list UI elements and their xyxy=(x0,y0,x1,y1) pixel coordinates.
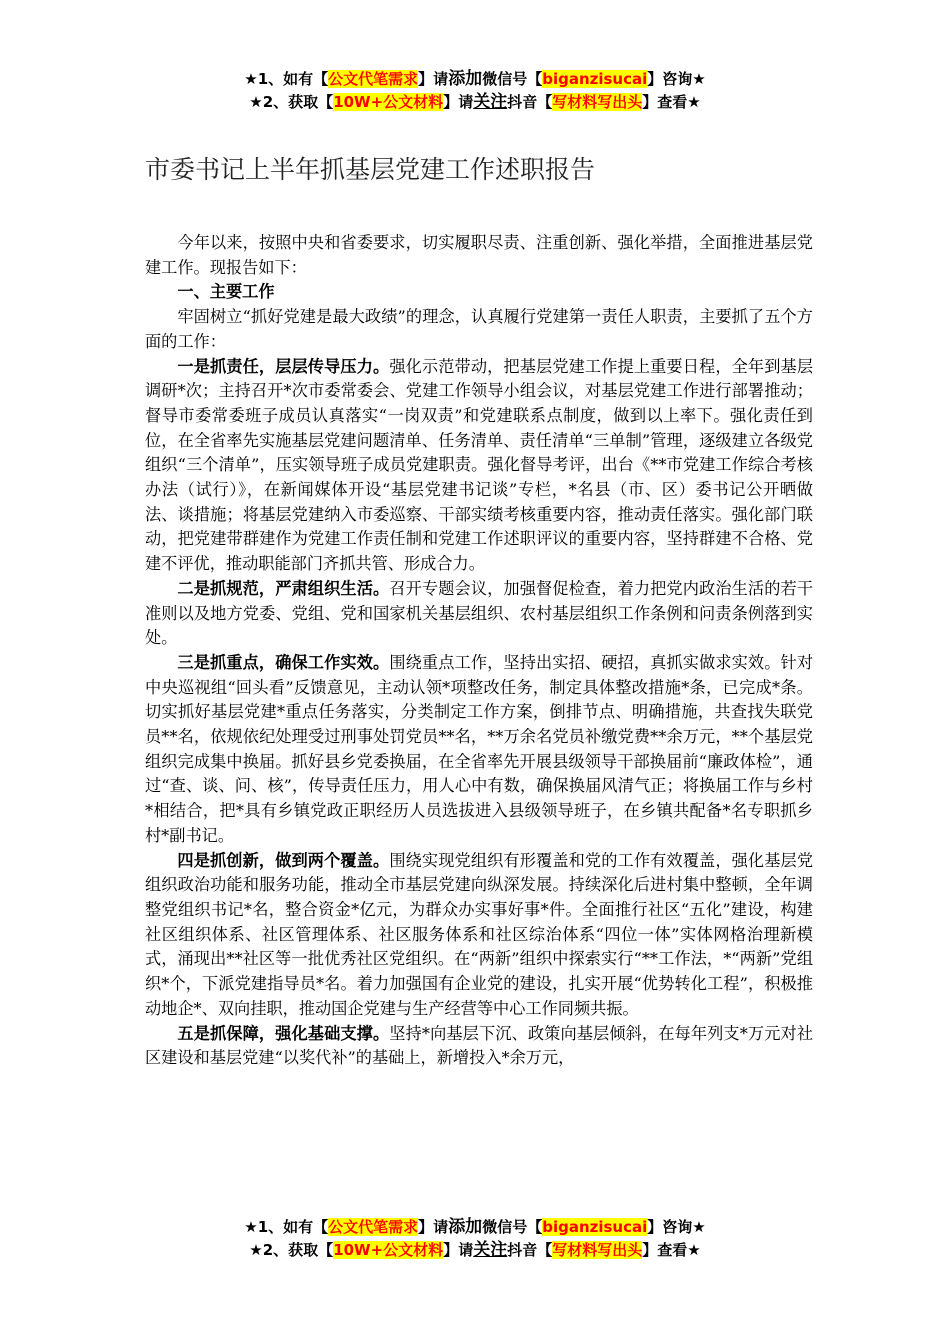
promo-emphasis: 添加 xyxy=(448,69,483,89)
promo-text: 微信号【 xyxy=(482,1218,543,1236)
promo-wechat-id: biganzisucai xyxy=(542,70,648,88)
promo-text: 】查看★ xyxy=(642,93,701,111)
promo-text: 】请 xyxy=(443,93,474,111)
work-item-lead: 一是抓责任，层层传导压力。 xyxy=(177,356,390,376)
promo-line-2 xyxy=(0,91,950,114)
promo-text: ★1、如有【 xyxy=(244,1218,329,1236)
promo-text: 】咨询★ xyxy=(647,70,706,88)
promo-wechat-id: biganzisucai xyxy=(542,1218,648,1236)
promo-text: 抖音【 xyxy=(507,93,553,111)
promo-line-1 xyxy=(0,1216,950,1239)
work-item-paragraph xyxy=(145,849,813,1022)
promo-line-1 xyxy=(0,68,950,91)
work-item-lead: 五是抓保障，强化基础支撑。 xyxy=(177,1023,390,1043)
intro-paragraph: 今年以来，按照中央和省委要求，切实履职尽责、注重创新、强化举措，全面推进基层党建工作。现报告如下： xyxy=(145,233,813,277)
promo-text: 】咨询★ xyxy=(647,1218,706,1236)
promo-emphasis: 添加 xyxy=(448,1217,483,1237)
work-item-body: 召开专题会议，加强督促检查，着力把党内政治生活的若干准则以及地方党委、党组、党和国家机关基层组织、农村基层组织工作条例和问责条例落到实处。 xyxy=(145,578,814,648)
work-item-body: 强化示范带动，把基层党建工作提上重要日程，全年到基层调研*次；主持召开*次市委常委会、党建工作领导小组会议，对基层党建工作进行部署推动；督导市委常委班子成员认真落实“一岗双责”和党建联系点制度，做到以上率下。强化责任到位，在全省率先实施基层党建问题清单、任务清单、责任清单“三单制”管理，逐级建立各级党组织“三个清单”，压实领导班子成员党建职责。强化督导考评，出台《**市党建工作综合考核办法（试行）》，在新闻媒体开设“基层党建书记谈”专栏，*名县（市、区）委书记公开晒做法、谈措施；将基层党建纳入市委巡察、干部实绩考核重要内容，推动责任落实。强化部门联动，把党建带群建作为党建工作责任制和党建工作述职评议的重要内容，坚持群建不合格、党建不评优，推动职能部门齐抓共管、形成合力。 xyxy=(145,356,814,574)
promo-text: 抖音【 xyxy=(507,1241,553,1259)
work-item-lead: 四是抓创新，做到两个覆盖。 xyxy=(177,850,390,870)
section-heading-text: 一、主要工作 xyxy=(177,282,275,302)
work-item-body: 围绕重点工作，坚持出实招、硬招，真抓实做求实效。针对中央巡视组“回头看”反馈意见，主动认领*项整改任务，制定具体整改措施*条，已完成*条。切实抓好基层党建*重点任务落实，分类制定工作方案，倒排节点、明确措施，共查找失联党员**名，依规依纪处理受过刑事处罚党员**名，**万余名党员补缴党费**余万元，**个基层党组织完成集中换届。抓好县乡党委换届，在全省率先开展县级领导干部换届前“廉政体检”，通过“查、谈、问、核”，传导责任压力，用人心中有数，确保换届风清气正；将换届工作与乡村*相结合，把*具有乡镇党政正职经历人员选拔进入县级领导班子，在乡镇共配备*名专职抓乡村*副书记。 xyxy=(145,652,814,845)
promo-text: 微信号【 xyxy=(482,70,543,88)
section-heading xyxy=(145,280,813,305)
work-item-paragraph xyxy=(145,1022,813,1071)
work-item-paragraph xyxy=(145,355,813,577)
promo-text: 】请 xyxy=(443,1241,474,1259)
work-item-lead: 二是抓规范，严肃组织生活。 xyxy=(177,578,390,598)
promo-banner-top xyxy=(0,68,950,114)
promo-highlight: 10W+公文材料 xyxy=(333,93,444,111)
work-item-lead: 三是抓重点，确保工作实效。 xyxy=(177,652,390,672)
promo-highlight: 公文代笔需求 xyxy=(328,70,419,88)
section-intro-paragraph: 牢固树立“抓好党建是最大政绩”的理念，认真履行党建第一责任人职责，主要抓了五个方面的工作： xyxy=(145,307,813,351)
promo-line-2 xyxy=(0,1239,950,1262)
promo-banner-bottom xyxy=(0,1216,950,1262)
document-body xyxy=(145,231,813,1071)
promo-text: 】请 xyxy=(418,1218,449,1236)
work-item-paragraph xyxy=(145,651,813,849)
promo-text: 】查看★ xyxy=(642,1241,701,1259)
promo-highlight: 10W+公文材料 xyxy=(333,1241,444,1259)
promo-emphasis: 关注 xyxy=(473,1240,508,1260)
promo-text: ★1、如有【 xyxy=(244,70,329,88)
promo-highlight: 公文代笔需求 xyxy=(328,1218,419,1236)
work-item-body: 坚持*向基层下沉、政策向基层倾斜，在每年列支*万元对社区建设和基层党建“以奖代补”的基础上，新增投入*余万元， xyxy=(145,1023,814,1068)
promo-emphasis: 关注 xyxy=(473,92,508,112)
document-title: 市委书记上半年抓基层党建工作述职报告 xyxy=(145,155,596,184)
promo-text: ★2、获取【 xyxy=(249,93,334,111)
work-item-paragraph xyxy=(145,577,813,651)
promo-text: 】请 xyxy=(418,70,449,88)
promo-douyin-id: 写材料写出头 xyxy=(552,1241,643,1259)
work-item-body: 围绕实现党组织有形覆盖和党的工作有效覆盖，强化基层党组织政治功能和服务功能，推动全市基层党建向纵深发展。持续深化后进村集中整顿，全年调整党组织书记*名，整合资金*亿元，为群众办实事好事*件。全面推行社区“五化”建设，构建社区组织体系、社区管理体系、社区服务体系和社区综治体系“四位一体”实体网格治理新模式，涌现出**社区等一批优秀社区党组织。在“两新”组织中探索实行“**工作法，*“两新”党组织*个，下派党建指导员*名。着力加强国有企业党的建设，扎实开展“优势转化工程”，积极推动地企*、双向挂职，推动国企党建与生产经营等中心工作同频共振。 xyxy=(145,850,814,1018)
promo-douyin-id: 写材料写出头 xyxy=(552,93,643,111)
promo-text: ★2、获取【 xyxy=(249,1241,334,1259)
